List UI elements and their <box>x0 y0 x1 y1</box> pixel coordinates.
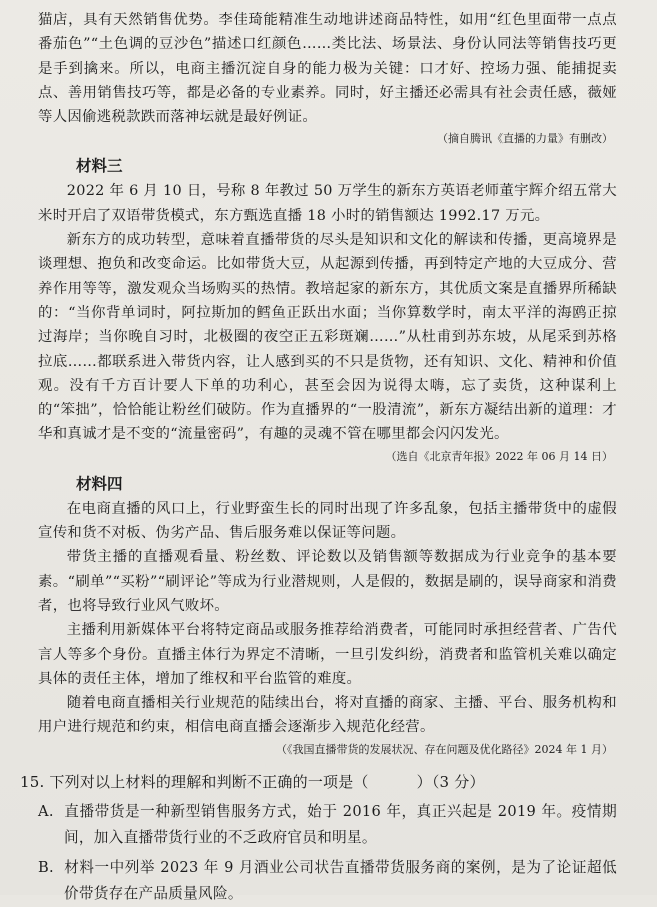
material-four-heading: 材料四 <box>76 474 123 493</box>
material-three-paragraph-1: 2022 年 6 月 10 日，号称 8 年教过 50 万学生的新东方英语老师董宇辉介绍五常大米时开启了双语带货模式，东方甄选直播 18 小时的销售额达 1992.17 万元。 <box>38 183 617 224</box>
intro-section <box>38 8 617 148</box>
material-four-section <box>38 472 617 759</box>
material-four-paragraph-1: 在电商直播的风口上，行业野蛮生长的同时出现了许多乱象，包括主播带货中的虚假宣传和货不对板、伪劣产品、售后服务难以保证等问题。 <box>38 500 617 542</box>
material-three-heading: 材料三 <box>76 157 123 176</box>
option-b <box>38 855 617 907</box>
question-stem <box>20 769 617 795</box>
material-four-source: （《我国直播带货的发展状况、存在问题及优化路径》2024 年 1 月） <box>276 742 613 756</box>
material-four-paragraph-4: 随着电商直播相关行业规范的陆续出台，将对直播的商家、主播、平台、服务机构和用户进行规范和约束，相信电商直播会逐渐步入规范化经营。 <box>38 695 617 736</box>
option-a-letter: A. <box>38 802 54 820</box>
question-stem-text: 15. 下列对以上材料的理解和判断不正确的一项是（ <box>20 772 369 791</box>
material-three-paragraph-2: 新东方的成功转型，意味着直播带货的尽头是知识和文化的解读和传播，更高境界是谈理想、抱负和改变命运。比如带货大豆，从起源到传播，再到特定产地的大豆成分、营养作用等等，激发观众当场购买的热情。教培起家的新东方，其优质文案是直播界所稀缺的：“当你背单词时，阿拉斯加的鳕鱼正跃出水面；当你算数学时，南太平洋的海鸥正掠过海岸；当你晚自习时，北极圈的夜空正五彩斑斓……”从杜甫到苏东坡，从尾采到苏格拉底……都联系进入带货内容，让人感到买的不只是货物，还有知识、文化、精神和价值观。没有千方百计要人下单的功利心，甚至会因为说得太嗨，忘了卖货，这种谋利上的“笨拙”，恰恰能让粉丝们破防。作为直播界的“一股清流”，新东方凝结出新的道理：才华和真诚才是不变的“流量密码”，有趣的灵魂不管在哪里都会闪闪发光。 <box>38 232 617 443</box>
question-section <box>20 769 617 907</box>
intro-source: （摘自腾讯《直播的力量》有删改） <box>437 132 613 146</box>
material-four-paragraph-3: 主播利用新媒体平台将特定商品或服务推荐给消费者，可能同时承担经营者、广告代言人等多个身份。直播主体行为界定不清晰，一旦引发纠纷，消费者和监管机关难以确定具体的责任主体，增加了维权和平台监管的难度。 <box>38 622 617 687</box>
option-b-letter: B. <box>38 858 54 876</box>
question-points: ）（3 分） <box>416 772 485 791</box>
option-b-text: 材料一中列举 2023 年 9 月酒业公司状告直播带货服务商的案例，是为了论证超低价带货存在产品质量风险。 <box>64 858 617 902</box>
material-three-section <box>38 154 617 465</box>
option-a-text: 直播带货是一种新型销售服务方式，始于 2016 年，真正兴起是 2019 年。疫情期间，加入直播带货行业的不乏政府官员和明星。 <box>64 802 617 846</box>
option-a <box>38 799 617 851</box>
intro-paragraph: 猫店，具有天然销售优势。李佳琦能精准生动地讲述商品特性，如用“红色里面带一点点番茄色”“土色调的豆沙色”描述口红颜色……类比法、场景法、身份认同法等销售技巧更是手到擒来。所以，电商主播沉淀自身的能力极为关键：口才好、控场力强、能捕捉卖点、善用销售技巧等，都是必备的专业素养。同时，好主播还必需具有社会责任感，薇娅等人因偷逃税款跌而落神坛就是最好例证。 <box>38 12 617 126</box>
material-four-paragraph-2: 带货主播的直播观看量、粉丝数、评论数以及销售额等数据成为行业竞争的基本要素。“刷单”“买粉”“刷评论”等成为行业潜规则，人是假的，数据是刷的，误导商家和消费者，也将导致行业风气败坏。 <box>38 549 617 614</box>
material-three-source: （选自《北京青年报》2022 年 06 月 14 日） <box>385 449 613 463</box>
